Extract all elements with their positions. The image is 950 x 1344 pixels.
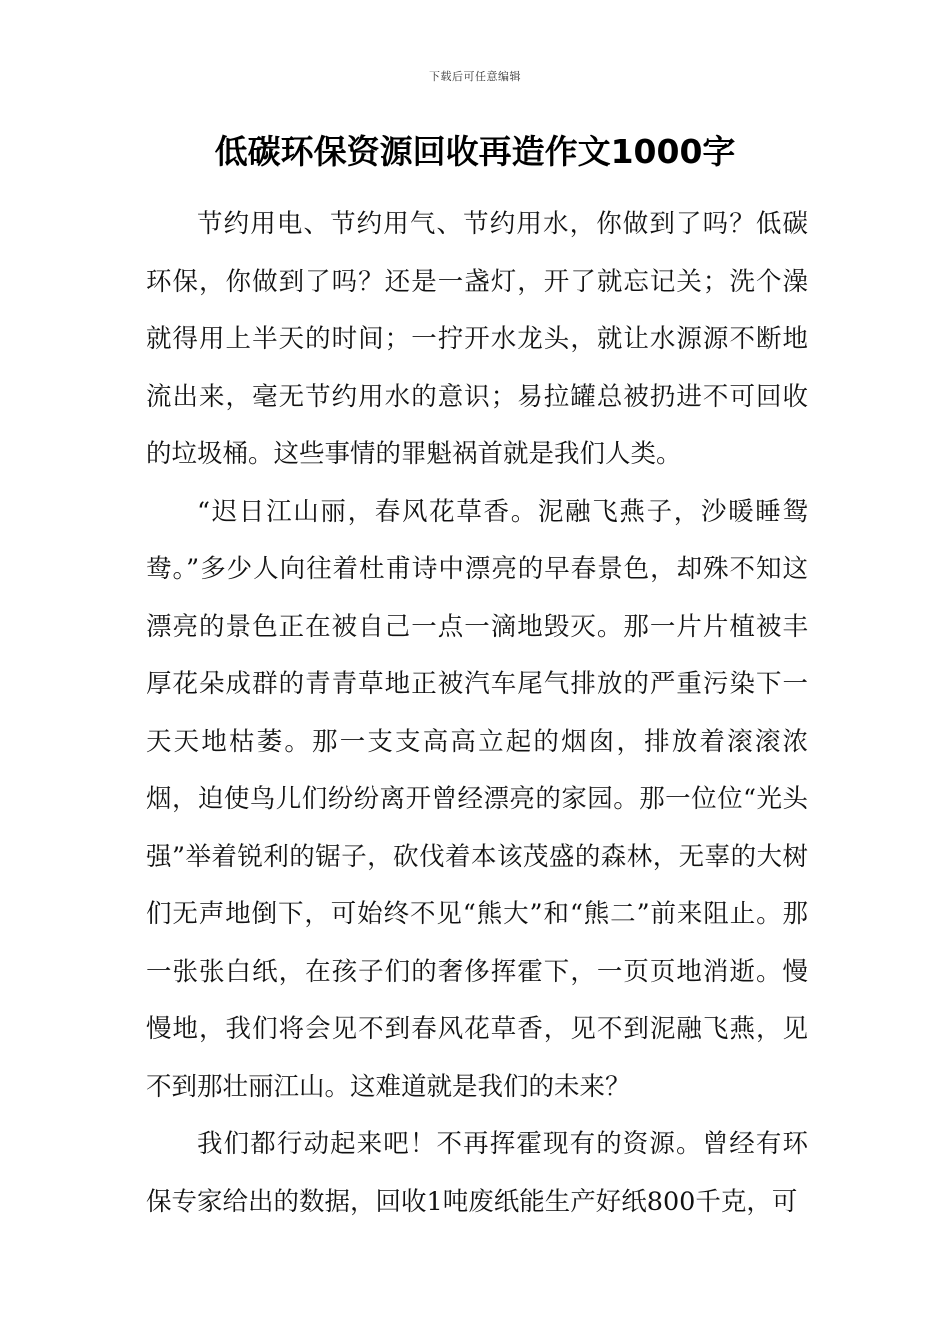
header-note: 下载后可任意编辑: [429, 70, 521, 83]
paragraph-3: 我们都行动起来吧！不再挥霍现有的资源。曾经有环保专家给出的数据，回收1吨废纸能生产好纸800千克，可: [146, 1129, 808, 1217]
document-body: [146, 196, 808, 1231]
paragraph-1: 节约用电、节约用气、节约用水，你做到了吗？低碳环保，你做到了吗？还是一盏灯，开了就忘记关；洗个澡就得用上半天的时间；一拧开水龙头，就让水源源不断地流出来，毫无节约用水的意识；易拉罐总被扔进不可回收的垃圾桶。这些事情的罪魁祸首就是我们人类。: [146, 209, 808, 469]
document-title: 低碳环保资源回收再造作文1000字: [214, 132, 736, 171]
paragraph-2: “迟日江山丽，春风花草香。泥融飞燕子，沙暖睡鸳鸯。”多少人向往着杜甫诗中漂亮的早春景色，却殊不知这漂亮的景色正在被自己一点一滴地毁灭。那一片片植被丰厚花朵成群的青青草地正被汽车尾气排放的严重污染下一天天地枯萎。那一支支高高立起的烟囱，排放着滚滚浓烟，迫使鸟儿们纷纷离开曾经漂亮的家园。那一位位“光头强”举着锐利的锯子，砍伐着本该茂盛的森林，无辜的大树们无声地倒下，可始终不见“熊大”和“熊二”前来阻止。那一张张白纸，在孩子们的奢侈挥霍下，一页页地消逝。慢慢地，我们将会见不到春风花草香，见不到泥融飞燕，见不到那壮丽江山。这难道就是我们的未来？: [146, 496, 808, 1102]
